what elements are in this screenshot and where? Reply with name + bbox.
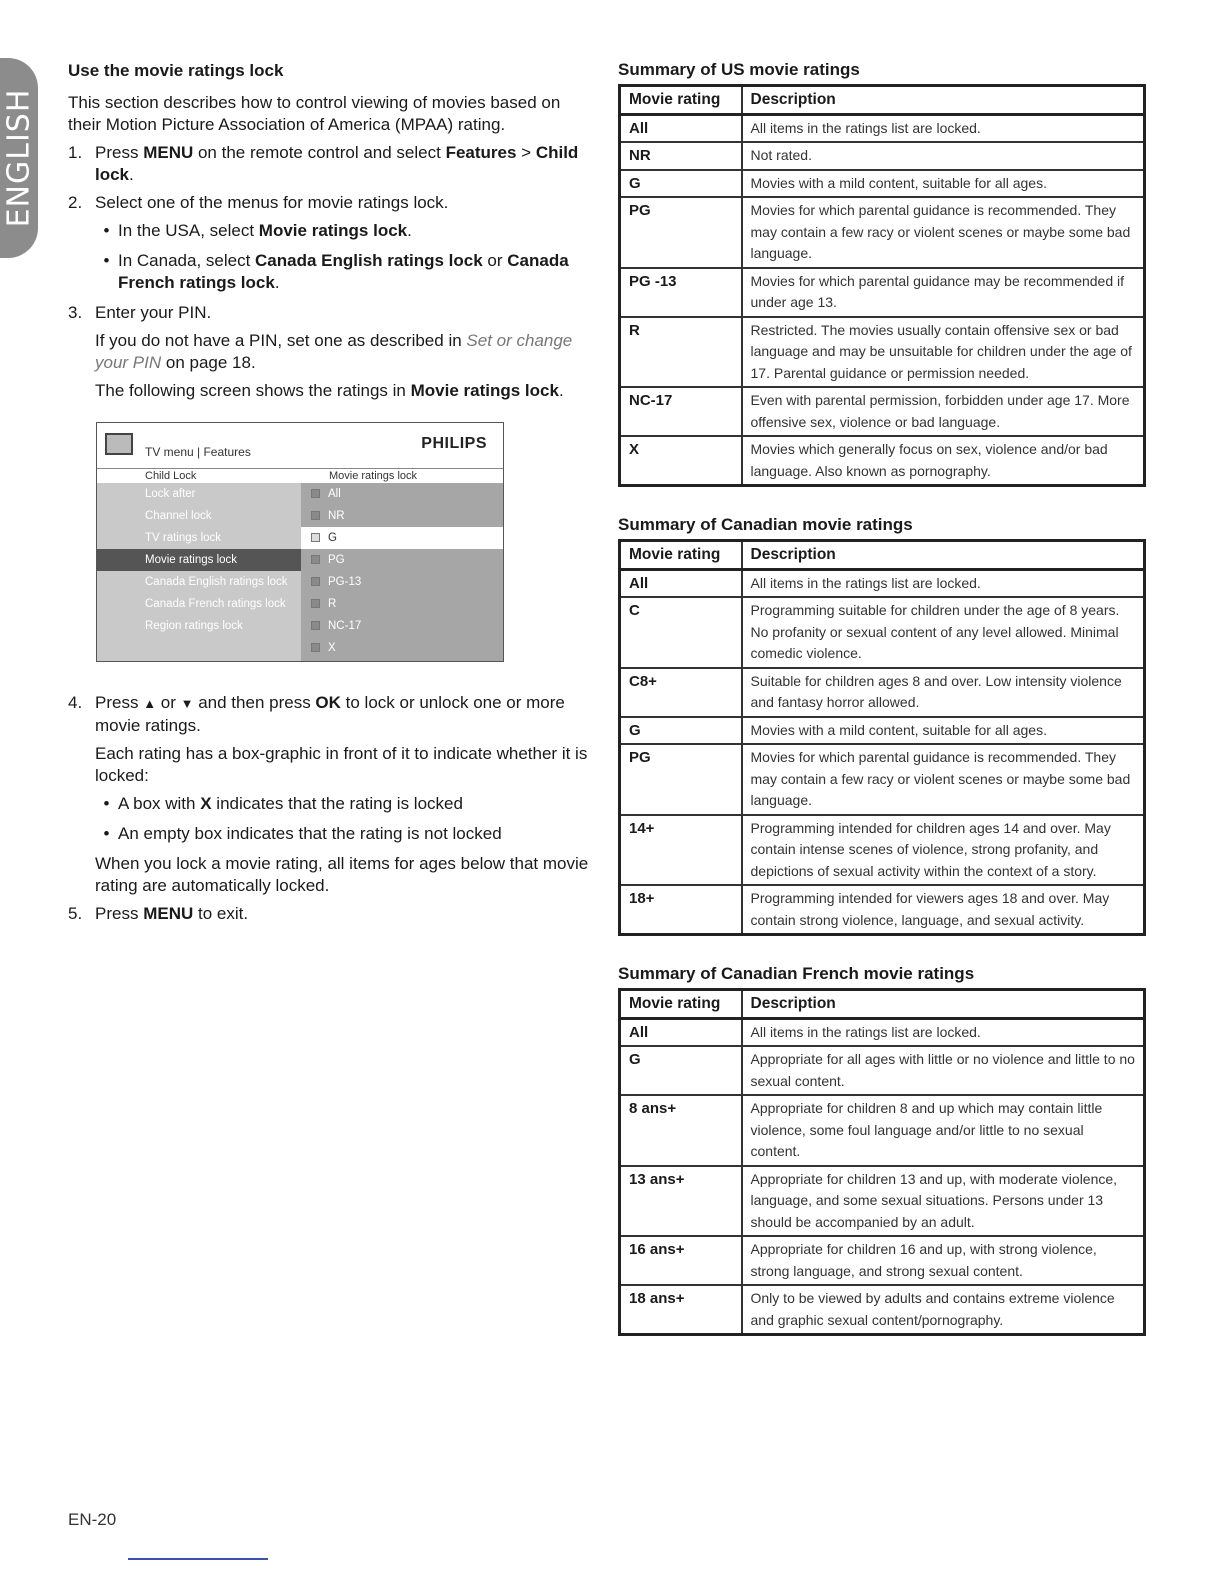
table-row <box>620 197 1145 268</box>
rating-cell: G <box>620 1046 742 1095</box>
description-cell: Movies which generally focus on sex, violence and/or bad language. Also known as pornography. <box>742 436 1145 486</box>
bullet-unlocked: • An empty box indicates that the rating is not locked <box>95 823 596 845</box>
rating-option-selected[interactable]: G <box>301 527 503 549</box>
bullet-dot: • <box>103 794 110 813</box>
description-cell: Restricted. The movies usually contain offensive sex or bad language and may be unsuitable for children under the age of 17. Parental guidance or permission needed. <box>742 317 1145 388</box>
column-header-rating: Movie rating <box>620 541 742 570</box>
checkbox-icon <box>311 599 320 608</box>
box-note: Each rating has a box-graphic in front of it to indicate whether it is locked: <box>95 744 588 785</box>
rating-option[interactable]: PG-13 <box>301 571 503 593</box>
bullet-locked: • A box with X indicates that the rating is locked <box>95 793 596 815</box>
rating-cell: All <box>620 569 742 597</box>
rating-option[interactable]: X <box>301 637 503 659</box>
checkbox-icon <box>311 621 320 630</box>
bullet-usa: • In the USA, select Movie ratings lock. <box>95 220 596 242</box>
table-row <box>620 114 1145 142</box>
rating-cell: 18 ans+ <box>620 1285 742 1335</box>
column-header-description: Description <box>742 86 1145 115</box>
tv-menu-item[interactable]: TV ratings lock <box>145 532 222 544</box>
footer-rule <box>128 1558 268 1560</box>
rating-option[interactable]: R <box>301 593 503 615</box>
tv-menu-item[interactable]: Canada French ratings lock <box>145 598 286 610</box>
checkbox-icon <box>311 643 320 652</box>
rating-cell: C8+ <box>620 668 742 717</box>
table-row <box>620 1095 1145 1166</box>
table-row <box>620 170 1145 198</box>
instructions-column <box>68 60 596 931</box>
table-row <box>620 1285 1145 1335</box>
tv-rating-options <box>301 483 503 661</box>
rating-cell: NR <box>620 142 742 170</box>
table-row <box>620 142 1145 170</box>
rating-option[interactable]: NC-17 <box>301 615 503 637</box>
description-cell: Movies for which parental guidance is recommended. They may contain a few racy or violent scenes or maybe some bad language. <box>742 197 1145 268</box>
rating-cell: 14+ <box>620 815 742 886</box>
canadian-ratings-table <box>618 539 1146 936</box>
table-row <box>620 597 1145 668</box>
rating-cell: G <box>620 170 742 198</box>
intro-paragraph: This section describes how to control viewing of movies based on their Motion Picture Association of America (MPAA) rating. <box>68 93 561 134</box>
language-side-tab <box>0 58 38 258</box>
language-label: ENGLISH <box>1 88 37 228</box>
step-number: 2. <box>68 193 83 212</box>
description-cell: Programming intended for children ages 14 and over. May contain intense scenes of violence, strong profanity, and depictions of sexual activity within the context of a story. <box>742 815 1145 886</box>
description-cell: Programming suitable for children under the age of 8 years. No profanity or sexual content of any level allowed. Minimal comedic violence. <box>742 597 1145 668</box>
tv-menu-item[interactable]: Region ratings lock <box>145 620 243 632</box>
bullet-dot: • <box>103 221 110 240</box>
step-4 <box>68 692 596 737</box>
checkbox-icon <box>311 577 320 586</box>
rating-option[interactable]: NR <box>301 505 503 527</box>
tv-breadcrumb: TV menu | Features <box>145 445 251 459</box>
rating-cell: C <box>620 597 742 668</box>
tv-menu-item[interactable]: Channel lock <box>145 510 212 522</box>
description-cell: Movies for which parental guidance is recommended. They may contain a few racy or violent scenes or maybe some bad language. <box>742 744 1145 815</box>
table-row <box>620 1046 1145 1095</box>
table-row <box>620 885 1145 935</box>
description-cell: All items in the ratings list are locked. <box>742 569 1145 597</box>
page-number: EN-20 <box>68 1510 117 1529</box>
step-text: Press ▲ or ▼ and then press OK to lock or unlock one or more movie ratings. <box>95 693 565 735</box>
rating-cell: G <box>620 717 742 745</box>
description-cell: Only to be viewed by adults and contains extreme violence and graphic sexual content/pornography. <box>742 1285 1145 1335</box>
checkbox-icon <box>311 533 320 542</box>
rating-cell: 13 ans+ <box>620 1166 742 1237</box>
tv-col1-header: Child Lock <box>145 470 197 482</box>
description-cell: All items in the ratings list are locked. <box>742 114 1145 142</box>
table-row <box>620 317 1145 388</box>
column-header-rating: Movie rating <box>620 86 742 115</box>
down-arrow-icon: ▼ <box>180 696 194 711</box>
bullet-dot: • <box>103 251 110 270</box>
step-text: Press MENU to exit. <box>95 904 249 923</box>
table-row <box>620 717 1145 745</box>
description-cell: Appropriate for children 8 and up which may contain little violence, some foul language and/or little to no sexual content. <box>742 1095 1145 1166</box>
bullet-canada: • In Canada, select Canada English ratings lock or Canada French ratings lock. <box>95 250 596 294</box>
table-row <box>620 387 1145 436</box>
table-row <box>620 744 1145 815</box>
step-3 <box>68 302 596 324</box>
step-5 <box>68 903 596 925</box>
checkbox-icon <box>311 511 320 520</box>
step-text: Enter your PIN. <box>95 303 212 322</box>
ratings-tables-column <box>618 60 1148 1364</box>
rating-cell: 16 ans+ <box>620 1236 742 1285</box>
tv-menu-item-selected[interactable]: Movie ratings lock <box>97 549 301 571</box>
column-header-rating: Movie rating <box>620 990 742 1019</box>
us-table-title: Summary of US movie ratings <box>618 60 860 79</box>
tv-menu-screenshot <box>96 422 504 662</box>
rating-cell: PG <box>620 744 742 815</box>
pin-link[interactable]: Set or change your PIN <box>95 331 573 372</box>
canadian-french-table-title: Summary of Canadian French movie ratings <box>618 964 975 983</box>
rating-option[interactable]: PG <box>301 549 503 571</box>
auto-lock-note: When you lock a movie rating, all items for ages below that movie rating are automatically locked. <box>95 854 589 895</box>
checkbox-icon <box>311 489 320 498</box>
tv-menu-body <box>97 483 503 661</box>
table-row <box>620 815 1145 886</box>
table-row <box>620 1166 1145 1237</box>
description-cell: Appropriate for all ages with little or no violence and little to no sexual content. <box>742 1046 1145 1095</box>
section-title: Use the movie ratings lock <box>68 61 284 80</box>
table-row <box>620 436 1145 486</box>
description-cell: Movies for which parental guidance may be recommended if under age 13. <box>742 268 1145 317</box>
table-row <box>620 1236 1145 1285</box>
table-row <box>620 268 1145 317</box>
canadian-table-title: Summary of Canadian movie ratings <box>618 515 913 534</box>
description-cell: Programming intended for viewers ages 18 and over. May contain strong violence, language, and sexual activity. <box>742 885 1145 935</box>
description-cell: Even with parental permission, forbidden under age 17. More offensive sex, violence or bad language. <box>742 387 1145 436</box>
us-ratings-table <box>618 84 1146 487</box>
rating-cell: NC-17 <box>620 387 742 436</box>
step-number: 5. <box>68 904 83 923</box>
step-text: Press MENU on the remote control and select Features > Child lock. <box>95 143 579 184</box>
step-number: 4. <box>68 693 83 712</box>
brand-logo: PHILIPS <box>421 435 487 452</box>
step-number: 1. <box>68 143 83 162</box>
table-row <box>620 668 1145 717</box>
step-text: Select one of the menus for movie ratings lock. <box>95 193 449 212</box>
tv-menu-item[interactable]: Lock after <box>145 488 196 500</box>
table-row <box>620 1018 1145 1046</box>
rating-option[interactable]: All <box>301 483 503 505</box>
description-cell: All items in the ratings list are locked. <box>742 1018 1145 1046</box>
description-cell: Appropriate for children 16 and up, with strong violence, strong language, and strong sexual content. <box>742 1236 1145 1285</box>
rating-cell: All <box>620 114 742 142</box>
tv-col2-header: Movie ratings lock <box>329 470 418 482</box>
tv-menu-header <box>97 423 503 469</box>
description-cell: Movies with a mild content, suitable for all ages. <box>742 717 1145 745</box>
checkbox-icon <box>311 555 320 564</box>
step-1 <box>68 142 596 186</box>
step-2 <box>68 192 596 214</box>
rating-cell: X <box>620 436 742 486</box>
description-cell: Movies with a mild content, suitable for all ages. <box>742 170 1145 198</box>
rating-cell: PG -13 <box>620 268 742 317</box>
column-header-description: Description <box>742 990 1145 1019</box>
screen-note: The following screen shows the ratings in Movie ratings lock. <box>95 381 564 400</box>
rating-cell: 18+ <box>620 885 742 935</box>
pin-note: If you do not have a PIN, set one as described in Set or change your PIN on page 18. <box>95 331 573 372</box>
up-arrow-icon: ▲ <box>143 696 157 711</box>
tv-icon <box>105 433 133 455</box>
canadian-french-ratings-table <box>618 988 1146 1336</box>
rating-cell: 8 ans+ <box>620 1095 742 1166</box>
tv-menu-items <box>97 483 301 661</box>
description-cell: Not rated. <box>742 142 1145 170</box>
rating-cell: PG <box>620 197 742 268</box>
bullet-dot: • <box>103 824 110 843</box>
step-number: 3. <box>68 303 83 322</box>
rating-cell: R <box>620 317 742 388</box>
description-cell: Appropriate for children 13 and up, with moderate violence, language, and some sexual situations. Persons under 13 should be accompanied by an adult. <box>742 1166 1145 1237</box>
table-row <box>620 569 1145 597</box>
column-header-description: Description <box>742 541 1145 570</box>
description-cell: Suitable for children ages 8 and over. Low intensity violence and fantasy horror allowed. <box>742 668 1145 717</box>
tv-menu-item[interactable]: Canada English ratings lock <box>145 576 288 588</box>
rating-cell: All <box>620 1018 742 1046</box>
